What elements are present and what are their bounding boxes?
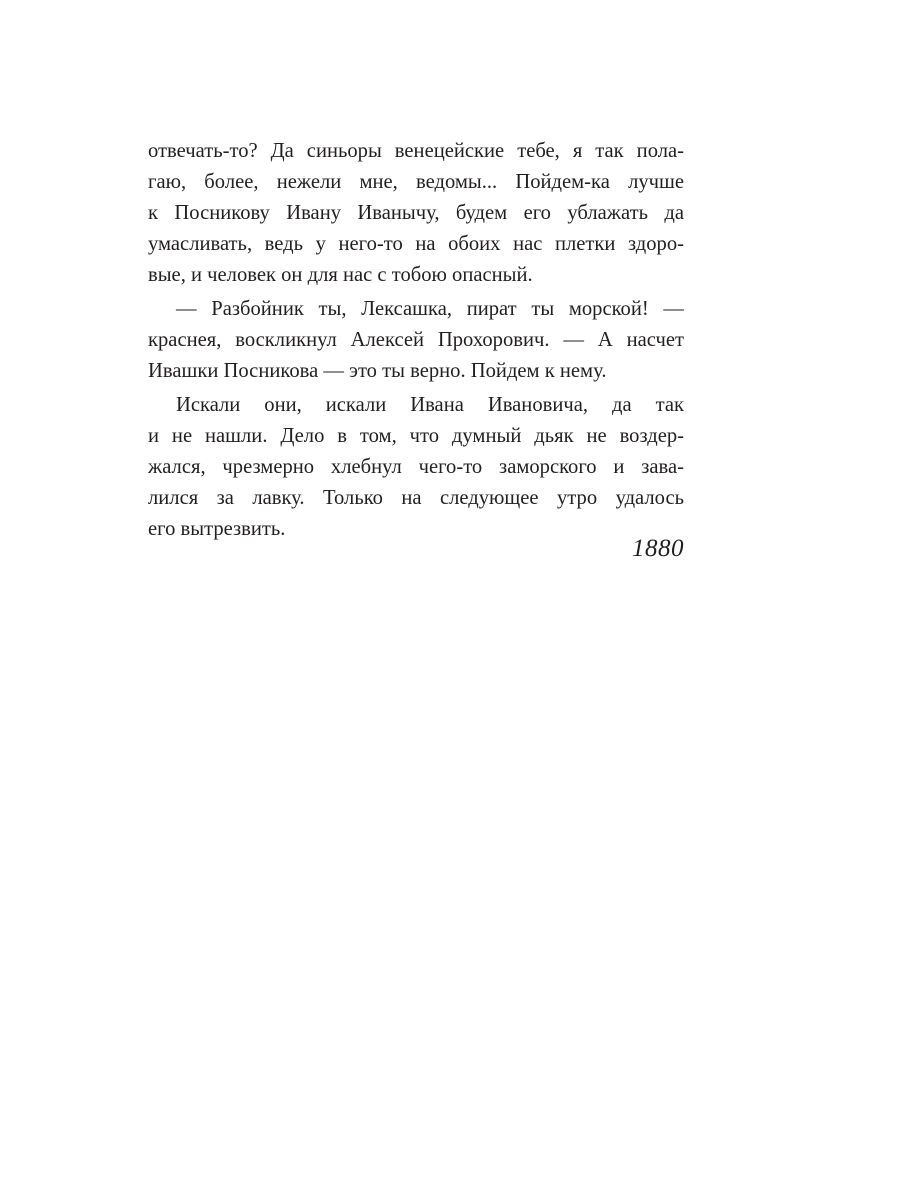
text-line: вые, и человек он для нас с тобою опасный. bbox=[148, 264, 533, 286]
text-line: краснея, воскликнул Алексей Прохорович. — А насчет bbox=[148, 329, 684, 351]
text-line: — Разбойник ты, Лексашка, пират ты морской! — bbox=[176, 298, 684, 320]
text-line: гаю, более, нежели мне, ведомы... Пойдем-ка лучше bbox=[148, 171, 684, 193]
body-text bbox=[148, 136, 684, 545]
text-line: Ивашки Посникова — это ты верно. Пойдем к нему. bbox=[148, 360, 607, 382]
text-line: лился за лавку. Только на следующее утро удалось bbox=[148, 487, 684, 509]
date-signature: 1880 bbox=[632, 535, 684, 562]
paragraph-1 bbox=[148, 136, 684, 291]
text-line: жался, чрезмерно хлебнул чего-то заморского и зава- bbox=[148, 456, 684, 478]
text-line: отвечать-то? Да синьоры венецейские тебе, я так пола- bbox=[148, 140, 684, 162]
text-line: умасливать, ведь у него-то на обоих нас плетки здоро- bbox=[148, 233, 684, 255]
text-line: его вытрезвить. bbox=[148, 518, 286, 540]
text-line: к Посникову Ивану Иванычу, будем его ублажать да bbox=[148, 202, 684, 224]
paragraph-3 bbox=[148, 390, 684, 545]
text-line: Искали они, искали Ивана Ивановича, да так bbox=[176, 394, 684, 416]
paragraph-2 bbox=[148, 294, 684, 387]
text-line: и не нашли. Дело в том, что думный дьяк не воздер- bbox=[148, 425, 684, 447]
